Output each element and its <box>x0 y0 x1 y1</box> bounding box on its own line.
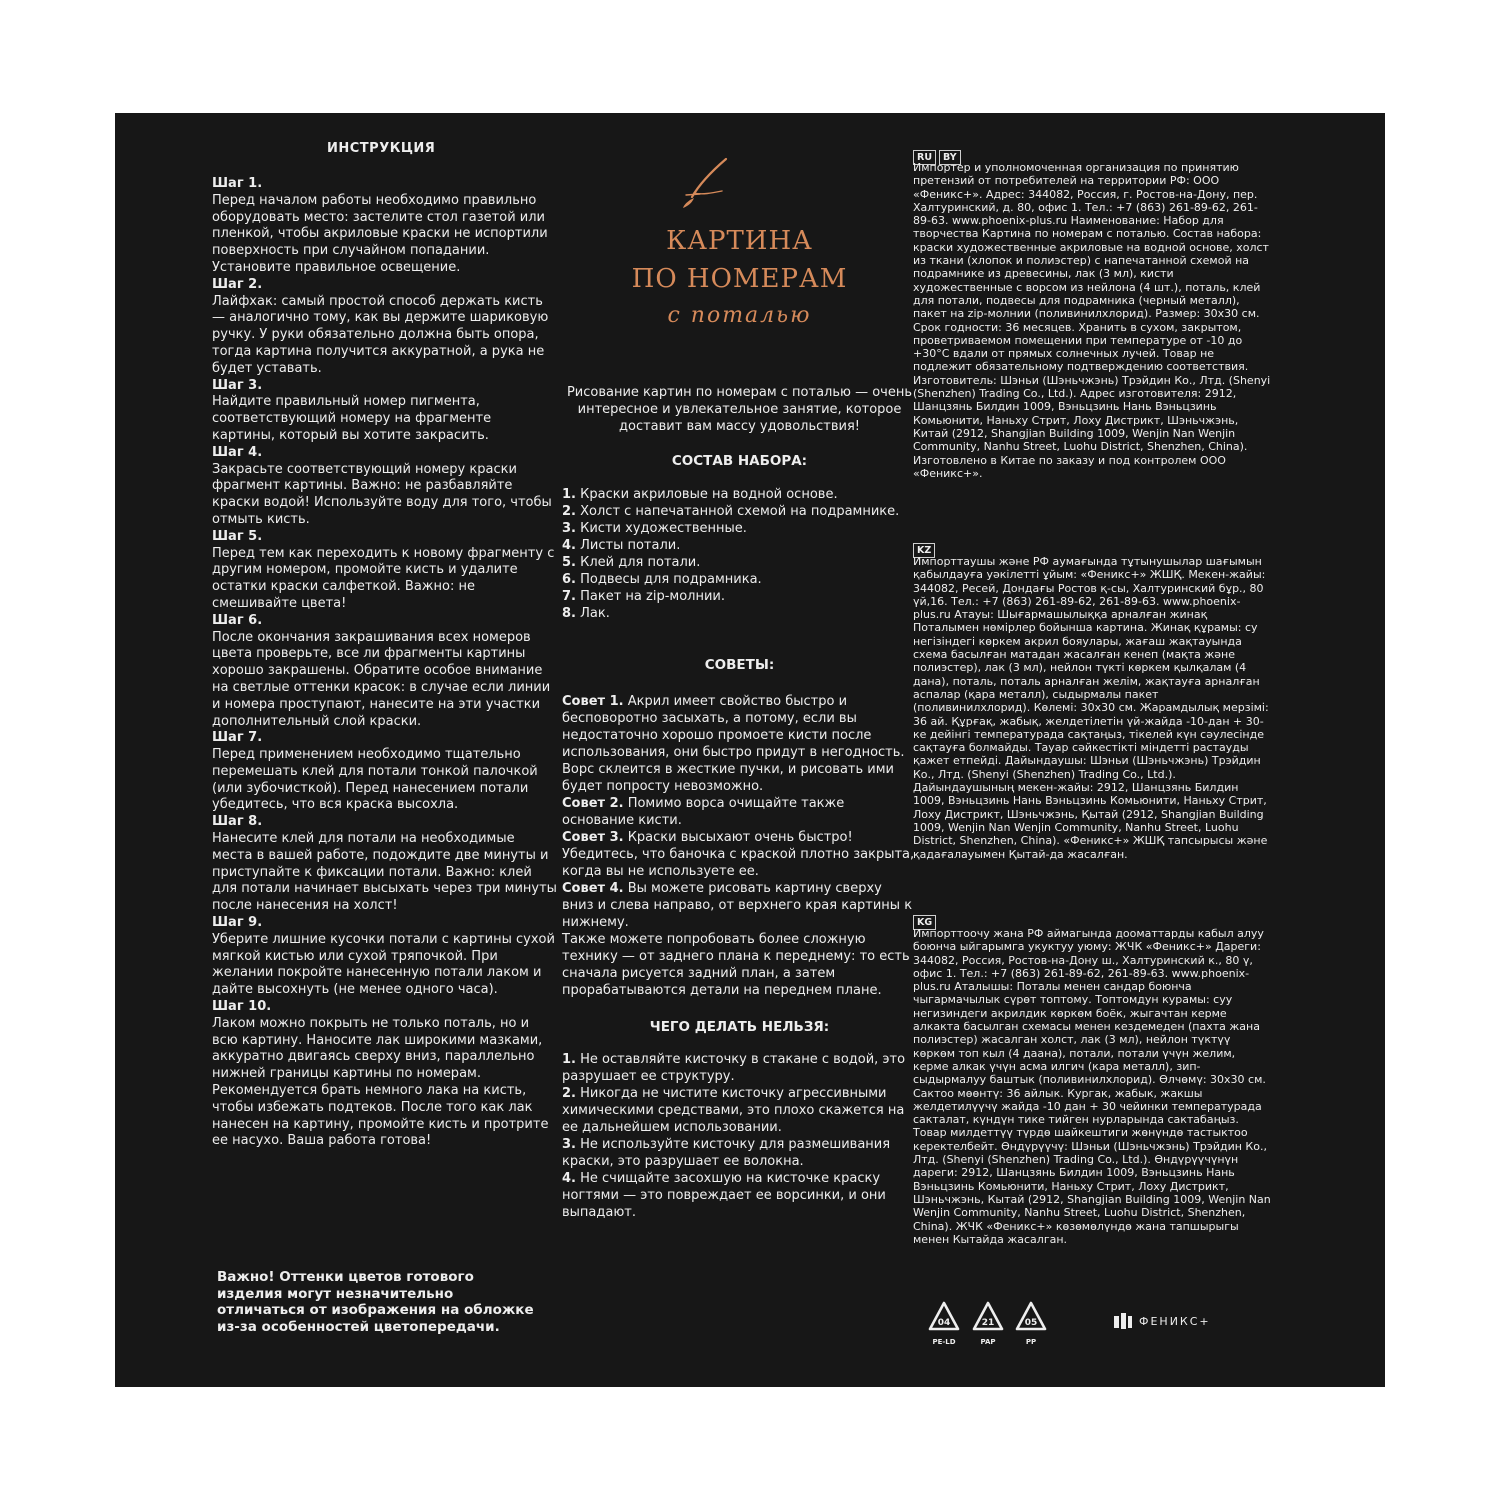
item-number: 1. <box>562 1052 576 1067</box>
step-text: После окончания закрашивания всех номеров цвета проверьте, все ли фрагменты картины хорошо закрашены. Обратите особое внимание на светлые оттенки красок: в случае если линии и номера проступают, нанесите на эти участки дополнительный слой краски. <box>212 629 551 729</box>
instruction-title: ИНСТРУКЦИЯ <box>327 141 436 156</box>
step-1 <box>212 176 558 277</box>
intro-text: Рисование картин по номерам с поталью — очень интересное и увлекательное занятие, которое доставит вам массу удовольствия! <box>566 385 913 434</box>
step-5 <box>212 529 558 613</box>
item-number: 8. <box>562 606 576 621</box>
step-3 <box>212 378 558 445</box>
tips-block <box>562 693 917 999</box>
logo-text: ФЕНИКС+ <box>1139 1314 1211 1328</box>
kit-title: СОСТАВ НАБОРА: <box>671 453 808 469</box>
recycle-code: 21 <box>981 1318 995 1328</box>
tip-text: Помимо ворса очищайте также основание кисти. <box>562 796 845 828</box>
color-warning: Важно! Оттенки цветов готового изделия могут незначительно отличаться от изображения на обложке из-за особенностей цветопередачи. <box>217 1269 534 1335</box>
tip-label: Совет 3. <box>562 830 624 845</box>
legal-text-kg: Импорттоочу жана РФ аймагында дооматтарды кабыл алуу боюнча ыйгарымга укуктуу уюму: ЖЧК «Феникс+» Дареги: 344082, Россия, Ростов-на-Дону ш., Халтуринский к., 80 ү, офис 1. Тел.: +7 (863) 261-89-62, 261-89-63. www.phoenix-plus.ru Аталышы: Поталы менен сандар боюнча чыгармачылык сүрөт топтому. Топтомдун курамы: суу негизиндеги акрилдик көркөм боёк, жыгачтан керме алкакта басылган схемасы менен кездемеден (пахта жана полиэстер) жасалган холст, лак (3 мл), нейлон түктүү көркөм топ кыл (4 даана), потали, потали үчүн желим, керме алкак үчүн асма илгич (кара металл), зип-сыдырмалуу баштык (поливинилхлорид). Өлчөмү: 30х30 см. Сактоо мөөнтү: 36 айлык. Кургак, жабык, жакшы желдетилүүчү жайда -10 дан + 30 чейинки температурада сакталат, күндүн тике тийген нурларында сактабаңыз. Товар милдеттүү түрдө шайкештиги жөнүндө тастыктоо керектелбейт. Өндүрүүчү: Шэньи (Шэньчжэнь) Трэйдин Ко., Лтд. (Shenyi (Shenzhen) Trading Co., Ltd.). Өндүрүүчүнүн дареги: 2912, Шанцзянь Билдин 1009, Вэньцзинь Нань Вэньцзинь Комьюнити, Наньху Стрит, Лоху Дистрикт, Шэньчжэнь, Кытай (2912, Shangjian Building 1009, Wenjin Nan Wenjin Community, Nanhu Street, Luohu District, Shenzhen, China). ЖЧК «Феникс+» көзөмөлүндө жана тапшырыгы менен Кытайда жасалган. <box>913 927 1271 1246</box>
tip-label: Совет 4. <box>562 881 624 896</box>
item-number: 6. <box>562 572 576 587</box>
list-item <box>562 1136 917 1170</box>
donts-title: ЧЕГО ДЕЛАТЬ НЕЛЬЗЯ: <box>649 1019 830 1035</box>
tip-item <box>562 880 917 931</box>
step-title: Шаг 8. <box>212 814 263 830</box>
legal-text-kz: Импорттаушы және РФ аумағында тұтынушылар шағымын қабылдауға уәкілетті ұйым: «Феникс+» ЖШҚ. Мекен-жайы: 344082, Ресей, Дондағы Ростов қ-сы, Халтуринский бұр., 80 үй,16. Тел.: +7 (863) 261-89-62, 261-89-63. www.phoenix-plus.ru Атауы: Шығармашылыққа арналған жинақ Поталымен нөмірлер бойынша картина. Жинақ құрамы: су негізіндегі көркем акрил бояулары, жағаш жақтауында схема басылған матадан жасалған кенеп (мақта және полиэстер), лак (3 мл), нейлон түкті көркем қылқалам (4 дана), поталь, поталь арналған желім, жақтауға арналған аспалар (қара металл), сыдырмалы пакет (поливинилхлорид). Көлемі: 30х30 см. Жарамдылық мерзімі: 36 ай. Құрғақ, жабық, желдетілетін үй-жайда -10-дан + 30-ке дейінгі температурада сақтаңыз, тікелей күн сәулесінде сақтауға болмайды. Тауар сәйкестікті міндетті растауды қажет етпейді. Дайындаушы: Шэньи (Шэньчжэнь) Трэйдин Ко., Лтд. (Shenyi (Shenzhen) Trading Co., Ltd.). Дайындаушының мекен-жайы: 2912, Шанцзянь Билдин 1009, Вэньцзинь Нань Вэньцзинь Комьюнити, Наньху Стрит, Лоху Дистрикт, Шэньчжэнь, Қытай (2912, Shangjian Building 1009, Wenjin Nan Wenjin Community, Nanhu Street, Luohu District, Shenzhen, China). «Феникс+» ЖШҚ тапсырысы және қадағалауымен Қытай-да жасалған. <box>913 555 1269 861</box>
item-number: 3. <box>562 1137 576 1152</box>
brand-title-line2: ПО НОМЕРАМ <box>631 264 848 294</box>
item-number: 2. <box>562 1086 576 1101</box>
phoenix-logo-icon <box>1113 1311 1133 1331</box>
step-text: Лаком можно покрыть не только поталь, но и всю картину. Наносите лак широкими мазками, аккуратно двигаясь сверху вниз, параллельно нижней границы картины по номерам. Рекомендуется брать немного лака на кисть, чтобы избежать подтеков. После того как лак нанесен на картину, промойте кисть и протрите ее насухо. Ваша работа готова! <box>212 1015 549 1149</box>
list-item <box>562 605 917 622</box>
list-item <box>562 1051 917 1085</box>
step-7 <box>212 730 558 814</box>
donts-list <box>562 1051 917 1221</box>
brand-subtitle: с поталью <box>667 303 812 328</box>
step-title: Шаг 4. <box>212 444 263 460</box>
item-number: 4. <box>562 1171 576 1186</box>
recycle-label: PAP <box>980 1338 996 1346</box>
step-4 <box>212 445 558 529</box>
item-text: Клей для потали. <box>580 555 701 570</box>
item-text: Кисти художественные. <box>580 521 747 536</box>
step-text: Перед применением необходимо тщательно перемешать клей для потали тонкой палочкой (или зубочисткой). Перед нанесением потали убедитесь, что вся краска высохла. <box>212 747 538 813</box>
tip-label: Совет 1. <box>562 694 624 709</box>
tip-label: Совет 2. <box>562 796 624 811</box>
recycle-icon-pe-ld <box>925 1300 963 1346</box>
step-6 <box>212 613 558 731</box>
paint-brush-icon <box>682 153 737 209</box>
tip-text: Краски высыхают очень быстро! Убедитесь, что баночка с краской плотно закрыта, когда вы не используете ее. <box>562 830 915 879</box>
step-text: Закрасьте соответствующий номеру краски фрагмент картины. Важно: не разбавляйте краски водой! Используйте воду для того, чтобы отмыть кисть. <box>212 461 552 527</box>
step-text: Уберите лишние кусочки потали с картины сухой мягкой кистью или сухой тряпочкой. При желании покройте нанесенную потали лаком и дайте высохнуть (не менее одного часа). <box>212 931 555 998</box>
item-number: 4. <box>562 538 576 553</box>
item-text: Лак. <box>580 606 610 621</box>
tips-title: СОВЕТЫ: <box>704 657 775 673</box>
item-number: 3. <box>562 521 576 536</box>
tip-text: Вы можете рисовать картину сверху вниз и слева направо, от верхнего края картины к нижнему. <box>562 881 913 930</box>
list-item <box>562 571 917 588</box>
step-title: Шаг 3. <box>212 377 263 393</box>
list-item <box>562 1085 917 1136</box>
tip-item <box>562 693 917 795</box>
list-item <box>562 588 917 605</box>
lang-badge-kz: KZ <box>913 543 935 558</box>
list-item <box>562 503 917 520</box>
step-title: Шаг 1. <box>212 176 263 191</box>
recycle-icon-pap <box>969 1300 1007 1346</box>
kit-list <box>562 486 917 622</box>
step-title: Шаг 2. <box>212 276 263 292</box>
recycle-label: PP <box>1025 1338 1037 1346</box>
step-title: Шаг 10. <box>212 999 272 1015</box>
steps-list <box>212 176 558 1150</box>
step-8 <box>212 814 558 915</box>
item-number: 2. <box>562 504 576 519</box>
step-title: Шаг 9. <box>212 915 263 931</box>
recycle-label: PE-LD <box>932 1338 956 1346</box>
step-title: Шаг 7. <box>212 730 263 746</box>
recycle-icon-pp <box>1012 1300 1050 1346</box>
step-text: Перед тем как переходить к новому фрагменту с другим номером, промойте кисть и удалите остатки краски салфеткой. Важно: не смешивайте цвета! <box>212 545 555 611</box>
item-text: Холст с напечатанной схемой на подрамнике. <box>580 504 900 519</box>
lang-badge-by: BY <box>939 150 961 165</box>
item-text: Пакет на zip-молнии. <box>580 589 725 604</box>
item-text: Не оставляйте кисточку в стакане с водой, это разрушает ее структуру. <box>562 1052 906 1084</box>
step-10 <box>212 999 558 1150</box>
item-text: Листы потали. <box>580 538 681 553</box>
step-text: Нанесите клей для потали на необходимые места в вашей работе, подождите две минуты и приступайте к фиксации потали. Важно: клей для потали начинает высыхать через три минуты после нанесения на холст! <box>212 831 557 914</box>
instruction-panel <box>115 113 1385 1387</box>
lang-badge-ru: RU <box>913 150 936 165</box>
list-item <box>562 520 917 537</box>
item-number: 1. <box>562 487 576 502</box>
item-text: Подвесы для подрамника. <box>580 572 762 587</box>
brand-logo <box>1113 1311 1211 1331</box>
legal-text-ru: Импортер и уполномоченная организация по принятию претензий от потребителей на территории РФ: ООО «Феникс+». Адрес: 344082, Россия, г. Ростов-на-Дону, пер. Халтуринский, д. 80, офис 1. Тел.: +7 (863) 261-89-62, 261-89-63. www.phoenix-plus.ru Наименование: Набор для творчества Картина по номерам с поталью. Состав набора: краски художественные акриловые на водной основе, холст из ткани (хлопок и полиэстер) с напечатанной схемой на подрамнике из древесины, лак (3 мл), кисти художественные с ворсом из нейлона (4 шт.), поталь, клей для потали, подвесы для подрамника (черный металл), пакет на zip-молнии (поливинилхлорид). Размер: 30х30 см. Срок годности: 36 месяцев. Хранить в сухом, закрытом, проветриваемом помещении при температуре от -10 до +30°С вдали от прямых солнечных лучей. Товар не подлежит обязательному подтверждению соответствия. Изготовитель: Шэньи (Шэньчжэнь) Трэйдин Ко., Лтд. (Shenyi (Shenzhen) Trading Co., Ltd.). Адрес изготовителя: 2912, Шанцзянь Билдин 1009, Вэньцзинь Нань Вэньцзинь Комьюнити, Наньху Стрит, Лоху Дистрикт, Шэньчжэнь, Китай (2912, Shangjian Building 1009, Wenjin Nan Wenjin Community, Nanhu Street, Luohu District, Shenzhen, China). Изготовлено в Китае по заказу и под контролем ООО «Феникс+». <box>913 161 1271 480</box>
item-text: Не счищайте засохшую на кисточке краску ногтями — это повреждает ее ворсинки, и они выпадают. <box>562 1171 886 1220</box>
step-text: Найдите правильный номер пигмента, соответствующий номеру на фрагменте картины, который вы хотите закрасить. <box>212 394 492 443</box>
item-text: Краски акриловые на водной основе. <box>580 487 838 502</box>
step-text: Перед началом работы необходимо правильно оборудовать место: застелите стол газетой или пленкой, чтобы акриловые краски не испортили поверхность при случайном попадании. Установите правильное освещение. <box>212 192 548 275</box>
recycle-code: 04 <box>937 1318 951 1328</box>
item-number: 7. <box>562 589 576 604</box>
item-text: Не используйте кисточку для размешивания краски, это разрушает ее волокна. <box>562 1137 891 1169</box>
item-number: 5. <box>562 555 576 570</box>
step-2 <box>212 277 558 378</box>
step-title: Шаг 6. <box>212 612 263 628</box>
step-title: Шаг 5. <box>212 528 263 544</box>
brand-title-line1: КАРТИНА <box>666 226 813 256</box>
list-item <box>562 537 917 554</box>
tip-item <box>562 795 917 829</box>
list-item <box>562 1170 917 1221</box>
item-text: Никогда не чистите кисточку агрессивными химическими средствами, это плохо скажется на ее дальнейшем использовании. <box>562 1086 905 1135</box>
list-item <box>562 554 917 571</box>
recycle-code: 05 <box>1024 1318 1038 1328</box>
step-text: Лайфхак: самый простой способ держать кисть — аналогично тому, как вы держите шариковую ручку. У руки обязательно должна быть опора, тогда картина получится аккуратной, а рука не будет уставать. <box>212 293 549 376</box>
tip-item <box>562 829 917 880</box>
tip-text: Акрил имеет свойство быстро и бесповоротно засыхать, а потому, если вы недостаточно хорошо промоете кисти после использования, они быстро придут в негодность. Ворс склеится в жесткие пучки, и рисовать ими будет попросту невозможно. <box>562 694 905 794</box>
list-item <box>562 486 917 503</box>
lang-badge-kg: KG <box>913 915 936 930</box>
tip-extra: Также можете попробовать более сложную технику — от заднего плана к переднему: то есть сначала рисуется задний план, а затем прорабатываются детали на переднем плане. <box>562 932 910 998</box>
step-9 <box>212 915 558 999</box>
